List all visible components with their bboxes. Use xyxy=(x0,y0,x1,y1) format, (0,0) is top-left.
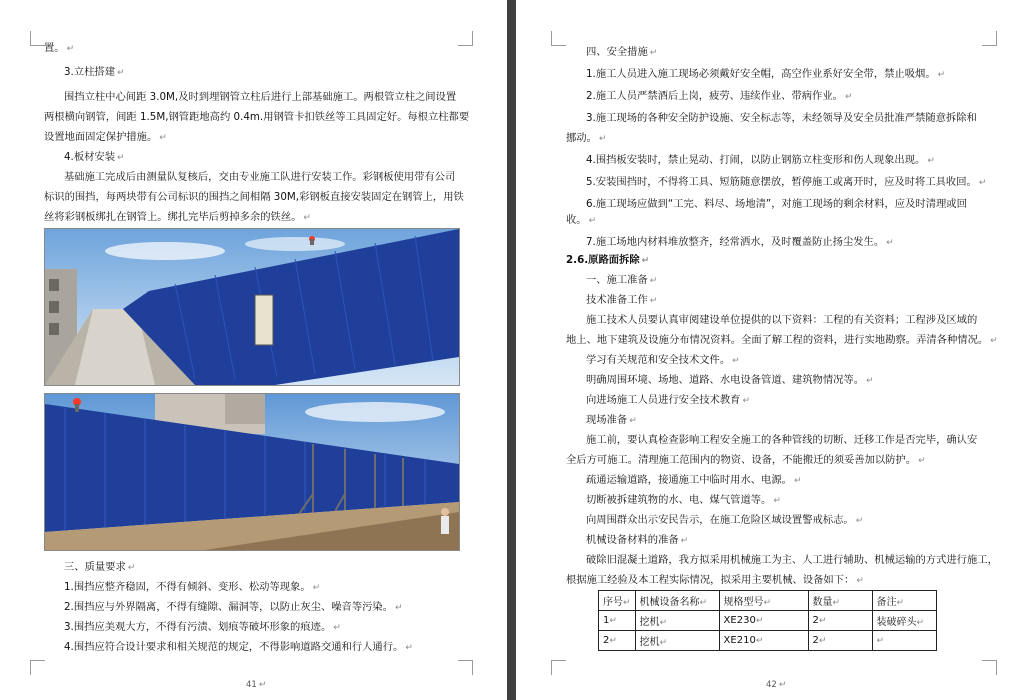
page-number: 42 ↵ xyxy=(766,680,787,690)
text-line: 围挡立柱中心间距 3.0M,及时到埋钢管立柱后进行上部基础施工。两根管立柱之间设置 xyxy=(64,91,457,103)
text-line: 向周围群众出示安民告示，在施工危险区域设置警戒标志。 ↵ xyxy=(586,514,864,526)
text-line: 根据施工经验及本工程实际情况，拟采用主要机械、设备如下： ↵ xyxy=(566,574,864,586)
section-heading: 三、质量要求 ↵ xyxy=(64,561,136,573)
text-line: 疏通运输道路，接通施工中临时用水、电源。 ↵ xyxy=(586,474,802,486)
fence-photo-1 xyxy=(44,228,460,386)
table-header-cell: 备注↵ xyxy=(872,591,936,611)
subheading: 现场准备 ↵ xyxy=(586,414,637,426)
table-cell: 2↵ xyxy=(808,611,872,631)
table-row xyxy=(599,611,937,631)
crop-mark xyxy=(30,31,45,46)
text-line: 两根横向钢管，间距 1.5M,钢管距地高约 0.4m.用钢管卡扣铁丝等工具固定好。每根立柱都要 xyxy=(44,111,470,123)
table-cell: 1↵ xyxy=(599,611,636,631)
text-line: 基础施工完成后由测量队复核后，交由专业施工队进行安装工作。彩钢板使用带有公司 xyxy=(64,171,456,183)
crop-mark xyxy=(551,660,566,675)
fence-render-image xyxy=(45,229,459,385)
subheading: 技术准备工作 ↵ xyxy=(586,294,658,306)
text-line: 切断被拆建筑物的水、电、煤气管道等。 ↵ xyxy=(586,494,781,506)
chapter-heading: 2.6.原路面拆除 ↵ xyxy=(566,254,650,266)
text-line: 标识的围挡，每两块带有公司标识的围挡之间相隔 30M,彩钢板直接安装固定在钢管上，用铁 xyxy=(44,191,464,203)
text-line: 地上、地下建筑及设施分布情况资料。全面了解工程的资料，进行实地勘察。弄清各种情况。 ↵ xyxy=(566,334,998,346)
text-line: 向进场施工人员进行安全技术教育 ↵ xyxy=(586,394,750,406)
text-line: 收。 ↵ xyxy=(566,214,597,226)
section-heading: 四、安全措施 ↵ xyxy=(586,46,658,58)
table-row xyxy=(599,631,937,651)
text-line: 全后方可施工。清理施工范围内的物资、设备，不能搬迁的须妥善加以防护。 ↵ xyxy=(566,454,926,466)
text-line: 置。 ↵ xyxy=(44,42,75,54)
text-line: 2.施工人员严禁酒后上岗，疲劳、违续作业、带病作业。 ↵ xyxy=(586,90,853,102)
text-line: 1.围挡应整齐稳固，不得有倾斜、变形、松动等现象。 ↵ xyxy=(64,581,321,593)
document-page-right xyxy=(516,0,1024,700)
table-cell: 挖机↵ xyxy=(635,631,719,651)
text-line: 学习有关规范和安全技术文件。 ↵ xyxy=(586,354,740,366)
crop-mark xyxy=(982,660,997,675)
text-line: 1.施工人员进入施工现场必须戴好安全帽，高空作业系好安全带，禁止吸烟。 ↵ xyxy=(586,68,946,80)
table-cell: XE210↵ xyxy=(719,631,808,651)
table-header-cell: 序号↵ xyxy=(599,591,636,611)
crop-mark xyxy=(982,31,997,46)
text-line: 7.施工场地内材料堆放整齐，经常洒水，及时覆盖防止扬尘发生。 ↵ xyxy=(586,236,894,248)
fence-photo-2 xyxy=(44,393,460,551)
text-line: 4.围挡板安装时，禁止晃动、打闹，以防止钢筋立柱变形和伤人现象出现。 ↵ xyxy=(586,154,935,166)
fence-render-image xyxy=(45,394,459,550)
page-number: 41 ↵ xyxy=(246,680,267,690)
text-line: 4.围挡应符合设计要求和相关规范的规定，不得影响道路交通和行人通行。 ↵ xyxy=(64,641,413,653)
subheading: 机械设备材料的准备 ↵ xyxy=(586,534,689,546)
subheading: 3.立柱搭建 ↵ xyxy=(64,66,125,78)
text-line: 破除旧混凝土道路，我方拟采用机械施工为主、人工进行辅助、机械运输的方式进行施工， xyxy=(586,554,998,566)
table-header-cell: 数量↵ xyxy=(808,591,872,611)
table-header-cell: 规格型号↵ xyxy=(719,591,808,611)
document-page-left xyxy=(0,0,507,700)
text-line: 设置地面固定保护措施。 ↵ xyxy=(44,131,167,143)
table-cell: 2↵ xyxy=(599,631,636,651)
text-line: 6.施工现场应做到“工完、料尽、场地清”，对施工现场的剩余材料，应及时清理或回 xyxy=(586,198,967,210)
text-line: 施工前，要认真检查影响工程安全施工的各种管线的切断、迁移工作是否完毕，确认安 xyxy=(586,434,978,446)
text-line: 2.围挡应与外界隔离，不得有缝隙、漏洞等，以防止灰尘、噪音等污染。 ↵ xyxy=(64,601,403,613)
subheading: 4.板材安装 ↵ xyxy=(64,151,125,163)
crop-mark xyxy=(458,660,473,675)
text-line: 3.施工现场的各种安全防护设施、安全标志等，未经领导及安全员批准严禁随意拆除和 xyxy=(586,112,977,124)
crop-mark xyxy=(30,660,45,675)
table-header-cell: 机械设备名称↵ xyxy=(635,591,719,611)
table-header-row xyxy=(599,591,937,611)
equipment-table xyxy=(598,590,937,651)
text-line: 丝将彩钢板绑扎在钢管上。绑扎完毕后剪掉多余的铁丝。 ↵ xyxy=(44,211,311,223)
table-cell: XE230↵ xyxy=(719,611,808,631)
table-cell: ↵ xyxy=(872,631,936,651)
crop-mark xyxy=(551,31,566,46)
text-line: 5.安装围挡时，不得将工具、短筋随意摆放，暂停施工或离开时，应及时将工具收回。 ↵ xyxy=(586,176,987,188)
page-gutter xyxy=(507,0,516,700)
table-cell: 2↵ xyxy=(808,631,872,651)
table-cell: 挖机↵ xyxy=(635,611,719,631)
text-line: 明确周围环境、场地、道路、水电设备管道、建筑物情况等。 ↵ xyxy=(586,374,874,386)
table-cell: 装破碎头↵ xyxy=(872,611,936,631)
section-heading: 一、施工准备 ↵ xyxy=(586,274,658,286)
text-line: 3.围挡应美观大方，不得有污渍、划痕等破坏形象的痕迹。 ↵ xyxy=(64,621,341,633)
text-line: 挪动。 ↵ xyxy=(566,132,607,144)
crop-mark xyxy=(458,31,473,46)
text-line: 施工技术人员要认真审阅建设单位提供的以下资料：工程的有关资料；工程涉及区域的 xyxy=(586,314,978,326)
